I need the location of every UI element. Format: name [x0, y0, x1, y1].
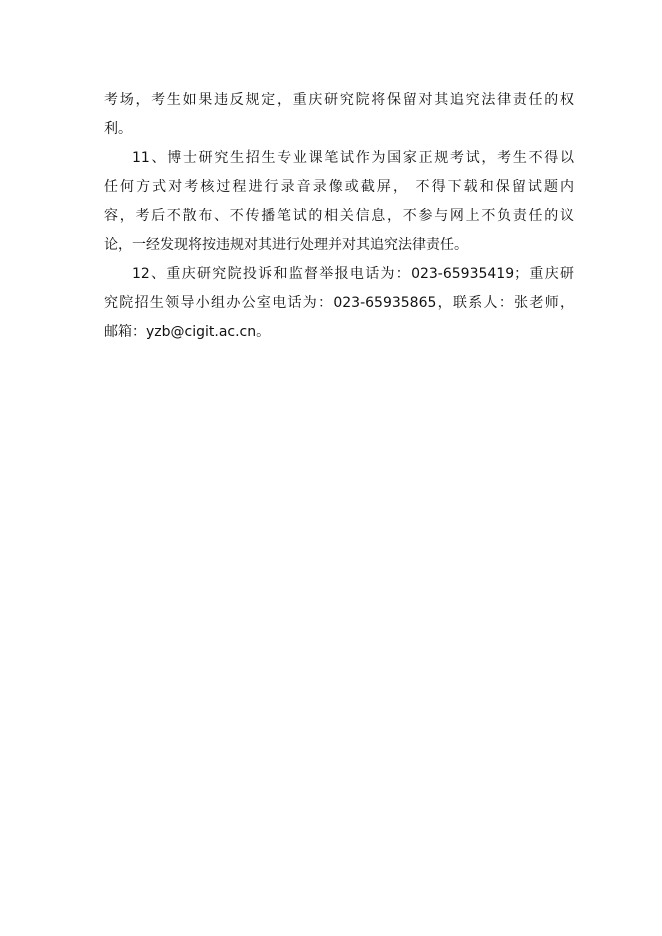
- text-line: 12、重庆研究院投诉和监督举报电话为：023-65935419；重庆研: [132, 266, 574, 282]
- text-line: 邮箱：yzb@cigit.ac.cn。: [104, 324, 271, 340]
- document-body: [104, 86, 574, 347]
- text-line: 论，一经发现将按违规对其进行处理并对其追究法律责任。: [104, 237, 468, 253]
- text-line: 容，考后不散布、不传播笔试的相关信息，不参与网上不负责任的议: [104, 208, 574, 224]
- paragraph-item-12: [104, 260, 574, 347]
- paragraph-continuation: [104, 86, 574, 144]
- text-line: 考场，考生如果违反规定，重庆研究院将保留对其追究法律责任的权: [104, 92, 574, 108]
- text-line: 利。: [104, 121, 132, 137]
- text-line: 任何方式对考核过程进行录音录像或截屏， 不得下载和保留试题内: [104, 179, 574, 195]
- text-line: 11、博士研究生招生专业课笔试作为国家正规考试，考生不得以: [132, 150, 574, 166]
- paragraph-item-11: [104, 144, 574, 260]
- text-line: 究院招生领导小组办公室电话为：023-65935865，联系人：张老师，: [104, 295, 574, 311]
